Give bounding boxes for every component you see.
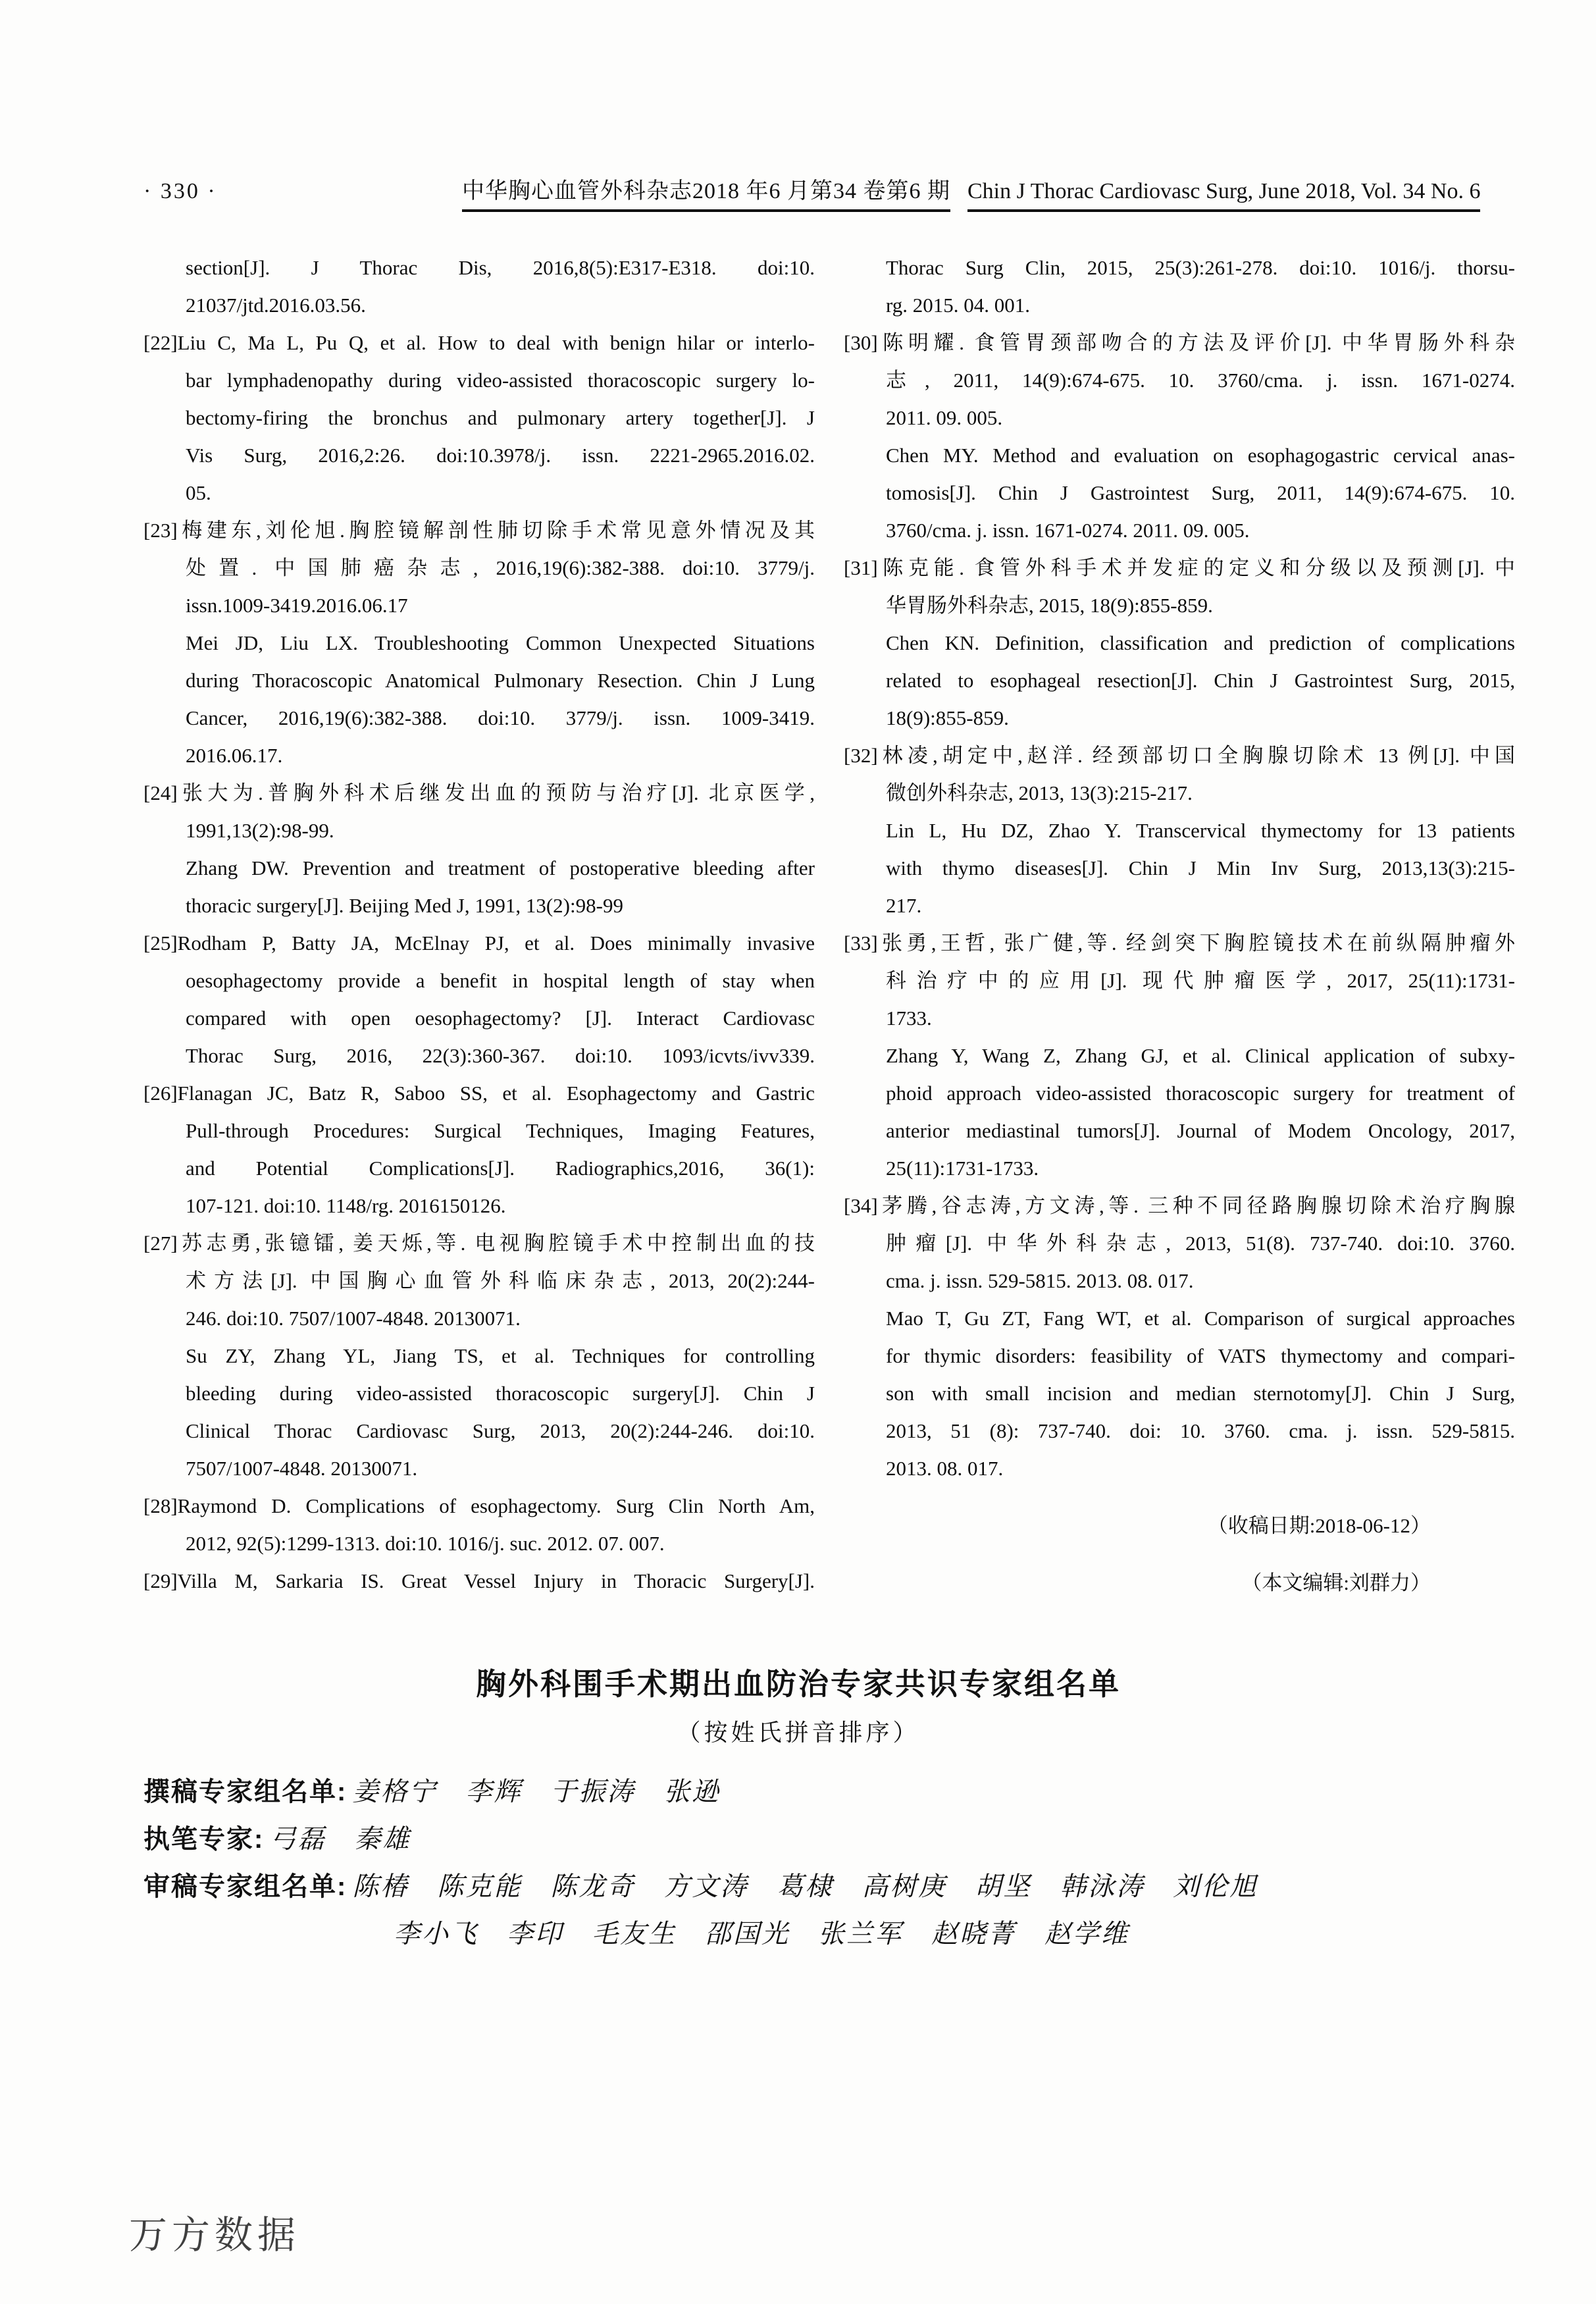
expert-row-label: 执笔专家: bbox=[143, 1825, 265, 1854]
expert-row-label: 审稿专家组名单: bbox=[143, 1872, 348, 1901]
reference-line: oesophagectomy provide a benefit in hospital length of stay when bbox=[186, 969, 815, 992]
expert-panel-title: 胸外科围手术期出血防治专家共识专家组名单 bbox=[476, 1667, 1121, 1701]
reference-line: 2016.06.17. bbox=[186, 744, 283, 767]
reference-line: Zhang DW. Prevention and treatment of postoperative bleeding after bbox=[186, 856, 815, 879]
reference-line: [30]陈明耀. 食管胃颈部吻合的方法及评价[J]. 中华胃肠外科杂 bbox=[844, 331, 1515, 354]
reference-line: 2013. 08. 017. bbox=[886, 1457, 1004, 1480]
reference-line: 246. doi:10. 7507/1007-4848. 20130071. bbox=[186, 1307, 521, 1330]
reference-line: Cancer, 2016,19(6):382-388. doi:10. 3779/j. issn. 1009-3419. bbox=[186, 706, 815, 729]
reference-line: [23]梅建东,刘伦旭.胸腔镜解剖性肺切除手术常见意外情况及其 bbox=[143, 519, 815, 542]
reference-line: Thorac Surg, 2016, 22(3):360-367. doi:10. 1093/icvts/ivv339. bbox=[186, 1044, 815, 1067]
reference-line: thoracic surgery[J]. Beijing Med J, 1991, 13(2):98-99 bbox=[186, 894, 623, 917]
reference-line: 处置. 中国肺癌杂志, 2016,19(6):382-388. doi:10. 3779/j. bbox=[186, 556, 815, 579]
reference-line: 微创外科杂志, 2013, 13(3):215-217. bbox=[886, 781, 1193, 804]
reference-line: Vis Surg, 2016,2:26. doi:10.3978/j. issn. 2221-2965.2016.02. bbox=[186, 444, 815, 467]
reference-line: （本文编辑:刘群力） bbox=[1241, 1571, 1431, 1594]
reference-line: 7507/1007-4848. 20130071. bbox=[186, 1457, 418, 1480]
reference-line: 05. bbox=[186, 481, 211, 504]
expert-panel-subtitle: （按姓氏拼音排序） bbox=[677, 1719, 920, 1746]
journal-title-en: Chin J Thorac Cardiovasc Surg, June 2018, Vol. 34 No. 6 bbox=[967, 179, 1480, 212]
journal-header bbox=[462, 172, 1480, 205]
reference-line: Mao T, Gu ZT, Fang WT, et al. Comparison of surgical approaches bbox=[886, 1307, 1515, 1330]
reference-line: Mei JD, Liu LX. Troubleshooting Common Unexpected Situations bbox=[186, 631, 815, 654]
reference-line: 科治疗中的应用[J]. 现代肿瘤医学, 2017, 25(11):1731- bbox=[886, 969, 1515, 992]
reference-line: 21037/jtd.2016.03.56. bbox=[186, 294, 366, 317]
reference-line: Pull-through Procedures: Surgical Techniques, Imaging Features, bbox=[186, 1119, 815, 1142]
reference-line: bleeding during video-assisted thoracoscopic surgery[J]. Chin J bbox=[186, 1382, 815, 1405]
expert-row-names: 陈椿 陈克能 陈龙奇 方文涛 葛棣 高树庚 胡坚 韩泳涛 刘伦旭 bbox=[352, 1872, 1258, 1901]
expert-row bbox=[143, 1824, 1453, 1854]
expert-row bbox=[143, 1872, 1453, 1902]
expert-row-names: 姜格宁 李辉 于振涛 张逊 bbox=[352, 1777, 721, 1806]
reference-line: bectomy-firing the bronchus and pulmonary artery together[J]. J bbox=[186, 406, 815, 429]
expert-panel bbox=[143, 1667, 1453, 1949]
page-number: · 330 · bbox=[143, 179, 217, 203]
reference-line: Clinical Thorac Cardiovasc Surg, 2013, 20(2):244-246. doi:10. bbox=[186, 1419, 815, 1442]
expert-row bbox=[143, 1919, 1453, 1949]
reference-line: with thymo diseases[J]. Chin J Min Inv Surg, 2013,13(3):215- bbox=[886, 856, 1515, 879]
reference-line: [26]Flanagan JC, Batz R, Saboo SS, et al. Esophagectomy and Gastric bbox=[143, 1082, 815, 1105]
reference-line: 2012, 92(5):1299-1313. doi:10. 1016/j. suc. 2012. 07. 007. bbox=[186, 1532, 665, 1555]
reference-line: section[J]. J Thorac Dis, 2016,8(5):E317-E318. doi:10. bbox=[186, 256, 815, 279]
journal-title-cn: 中华胸心血管外科杂志2018 年6 月第34 卷第6 期 bbox=[462, 179, 950, 212]
reference-line: Chen MY. Method and evaluation on esophagogastric cervical anas- bbox=[886, 444, 1515, 467]
reference-line: （收稿日期:2018-06-12） bbox=[1207, 1514, 1431, 1537]
reference-line: anterior mediastinal tumors[J]. Journal of Modem Oncology, 2017, bbox=[886, 1119, 1515, 1142]
reference-line: 1991,13(2):98-99. bbox=[186, 819, 334, 842]
expert-row bbox=[143, 1777, 1453, 1807]
reference-line: related to esophageal resection[J]. Chin J Gastrointest Surg, 2015, bbox=[886, 669, 1515, 692]
reference-line: Zhang Y, Wang Z, Zhang GJ, et al. Clinical application of subxy- bbox=[886, 1044, 1515, 1067]
reference-line: [31]陈克能. 食管外科手术并发症的定义和分级以及预测[J]. 中 bbox=[844, 556, 1515, 579]
reference-line: [34]茅腾,谷志涛,方文涛,等. 三种不同径路胸腺切除术治疗胸腺 bbox=[844, 1194, 1515, 1217]
reference-line: [33]张勇,王哲, 张广健,等. 经剑突下胸腔镜技术在前纵隔肿瘤外 bbox=[844, 931, 1515, 955]
expert-row-label: 撰稿专家组名单: bbox=[143, 1777, 348, 1806]
reference-line: 217. bbox=[886, 894, 922, 917]
reference-line: Lin L, Hu DZ, Zhao Y. Transcervical thymectomy for 13 patients bbox=[886, 819, 1515, 842]
reference-line: cma. j. issn. 529-5815. 2013. 08. 017. bbox=[886, 1269, 1194, 1292]
reference-line: Su ZY, Zhang YL, Jiang TS, et al. Techniques for controlling bbox=[186, 1344, 815, 1367]
reference-line: tomosis[J]. Chin J Gastrointest Surg, 2011, 14(9):674-675. 10. bbox=[886, 481, 1515, 504]
reference-line: phoid approach video-assisted thoracoscopic surgery for treatment of bbox=[886, 1082, 1515, 1105]
reference-line: compared with open oesophagectomy? [J]. Interact Cardiovasc bbox=[186, 1007, 815, 1030]
reference-line: 2013, 51 (8): 737-740. doi: 10. 3760. cma. j. issn. 529-5815. bbox=[886, 1419, 1515, 1442]
reference-line: Chen KN. Definition, classification and prediction of complications bbox=[886, 631, 1515, 654]
reference-line: 1733. bbox=[886, 1007, 932, 1030]
reference-line: 肿瘤[J]. 中华外科杂志, 2013, 51(8). 737-740. doi:10. 3760. bbox=[886, 1232, 1515, 1255]
expert-row-names: 李小飞 李印 毛友生 邵国光 张兰军 赵晓菁 赵学维 bbox=[394, 1919, 1129, 1949]
reference-line: [29]Villa M, Sarkaria IS. Great Vessel Injury in Thoracic Surgery[J]. bbox=[143, 1569, 815, 1592]
reference-line: 3760/cma. j. issn. 1671-0274. 2011. 09. 005. bbox=[886, 519, 1250, 542]
reference-line: during Thoracoscopic Anatomical Pulmonary Resection. Chin J Lung bbox=[186, 669, 815, 692]
wanfang-watermark: 万方数据 bbox=[129, 2214, 301, 2257]
reference-line: bar lymphadenopathy during video-assisted thoracoscopic surgery lo- bbox=[186, 369, 815, 392]
reference-line: rg. 2015. 04. 001. bbox=[886, 294, 1031, 317]
expert-panel-rows bbox=[143, 1777, 1453, 1949]
references-right-column bbox=[844, 249, 1515, 1602]
reference-line: [25]Rodham P, Batty JA, McElnay PJ, et al. Does minimally invasive bbox=[143, 931, 815, 955]
reference-line: 2011. 09. 005. bbox=[886, 406, 1003, 429]
reference-line: for thymic disorders: feasibility of VATS thymectomy and compari- bbox=[886, 1344, 1515, 1367]
reference-line: son with small incision and median sternotomy[J]. Chin J Surg, bbox=[886, 1382, 1515, 1405]
expert-row-names: 弓磊 秦雄 bbox=[269, 1824, 411, 1854]
reference-line: [28]Raymond D. Complications of esophagectomy. Surg Clin North Am, bbox=[143, 1494, 815, 1517]
reference-line: 志, 2011, 14(9):674-675. 10. 3760/cma. j. issn. 1671-0274. bbox=[886, 369, 1515, 392]
reference-line: 18(9):855-859. bbox=[886, 706, 1009, 729]
reference-line: 术方法[J]. 中国胸心血管外科临床杂志, 2013, 20(2):244- bbox=[186, 1269, 815, 1292]
reference-line: 25(11):1731-1733. bbox=[886, 1157, 1039, 1180]
reference-line: [22]Liu C, Ma L, Pu Q, et al. How to deal with benign hilar or interlo- bbox=[143, 331, 815, 354]
reference-line: [27]苏志勇,张镱镭, 姜天烁,等. 电视胸腔镜手术中控制出血的技 bbox=[143, 1232, 815, 1255]
reference-line: [32]林凌,胡定中,赵洋. 经颈部切口全胸腺切除术 13 例[J]. 中国 bbox=[844, 744, 1515, 767]
references-left-column bbox=[143, 249, 815, 1600]
reference-line: [24]张大为.普胸外科术后继发出血的预防与治疗[J]. 北京医学, bbox=[143, 781, 815, 804]
reference-line: and Potential Complications[J]. Radiographics,2016, 36(1): bbox=[186, 1157, 815, 1180]
reference-line: 华胃肠外科杂志, 2015, 18(9):855-859. bbox=[886, 594, 1213, 617]
reference-line: 107-121. doi:10. 1148/rg. 2016150126. bbox=[186, 1194, 506, 1217]
reference-line: issn.1009-3419.2016.06.17 bbox=[186, 594, 408, 617]
reference-line: Thorac Surg Clin, 2015, 25(3):261-278. doi:10. 1016/j. thorsu- bbox=[886, 256, 1515, 279]
